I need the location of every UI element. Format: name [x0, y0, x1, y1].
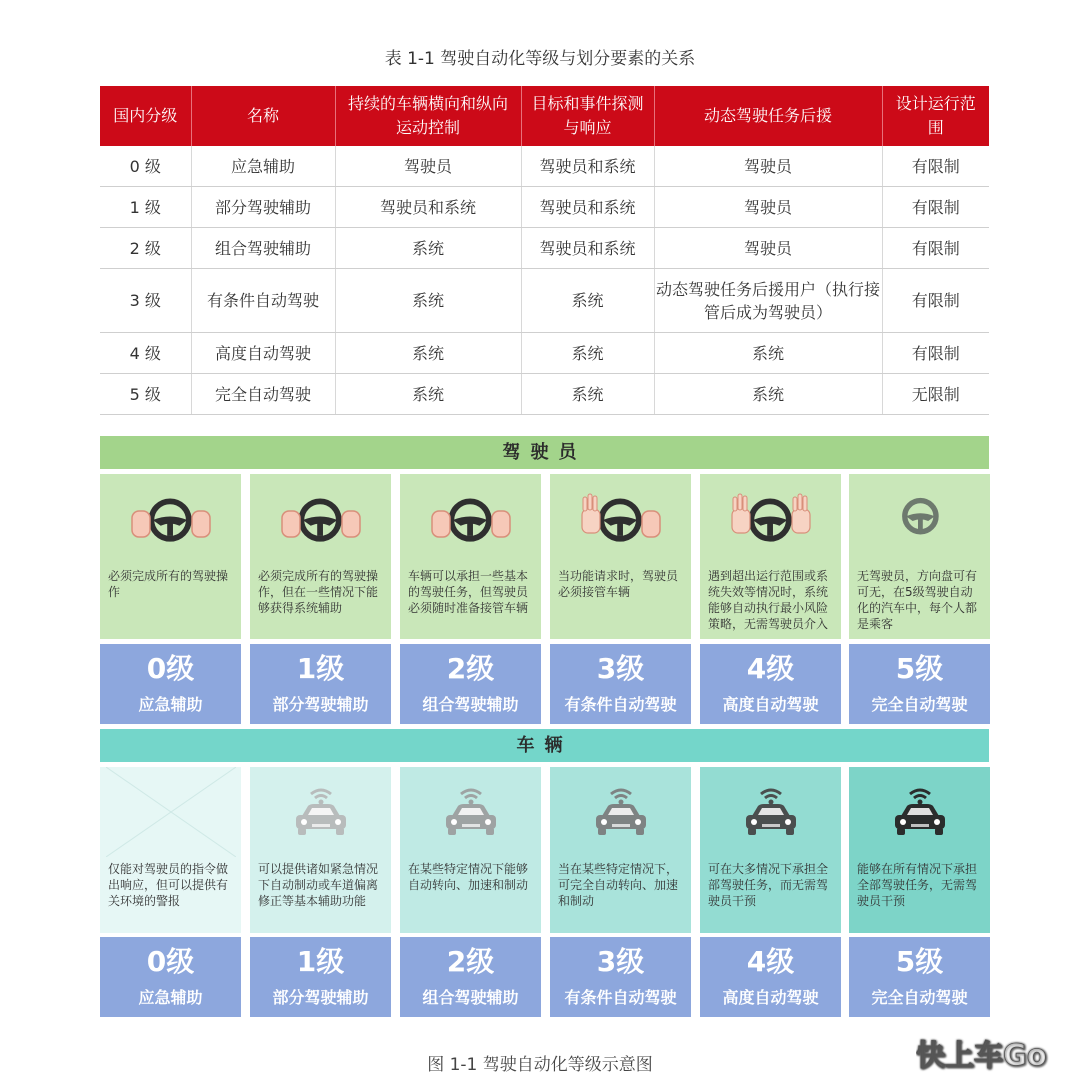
level-number: 1级 — [296, 652, 345, 685]
level-description: 当在某些特定情况下，可完全自动转向、加速和制动 — [558, 862, 679, 908]
connected-car-icon — [258, 767, 383, 857]
table-cell: 驾驶员和系统 — [335, 187, 521, 228]
level-name: 完全自动驾驶 — [871, 988, 968, 1007]
level-name: 组合驾驶辅助 — [422, 695, 519, 714]
table-cell: 系统 — [521, 269, 654, 333]
level-number: 5级 — [895, 945, 944, 978]
level-number: 0级 — [146, 945, 195, 978]
table-cell: 系统 — [654, 374, 882, 415]
level-description: 可以提供诸如紧急情况下自动制动或车道偏离修正等基本辅助功能 — [258, 862, 379, 908]
level-name: 应急辅助 — [138, 988, 203, 1007]
connected-car-icon — [857, 767, 982, 857]
level-description: 车辆可以承担一些基本的驾驶任务，但驾驶员必须随时准备接管车辆 — [408, 569, 529, 615]
level-name: 组合驾驶辅助 — [422, 988, 519, 1007]
level-number: 3级 — [596, 652, 645, 685]
level-description: 必须完成所有的驾驶操作 — [108, 569, 229, 599]
table-header-cell: 名称 — [191, 86, 335, 146]
table-cell: 驾驶员和系统 — [521, 228, 654, 269]
driver-level-cell — [400, 474, 541, 639]
level-badge — [700, 937, 841, 1017]
table-cell: 2 级 — [100, 228, 191, 269]
level-description: 必须完成所有的驾驶操作，但在一些情况下能够获得系统辅助 — [258, 569, 379, 615]
driver-level-cell — [700, 474, 841, 639]
level-description: 仅能对驾驶员的指令做出响应，但可以提供有关环境的警报 — [108, 862, 229, 908]
level-description: 能够在所有情况下承担全部驾驶任务，无需驾驶员干预 — [857, 862, 978, 908]
level-badge — [100, 937, 241, 1017]
table-cell: 组合驾驶辅助 — [191, 228, 335, 269]
table-cell: 5 级 — [100, 374, 191, 415]
table-cell: 系统 — [335, 374, 521, 415]
table-cell: 有限制 — [882, 146, 989, 187]
driver-level-cell — [849, 474, 990, 639]
table-cell: 高度自动驾驶 — [191, 333, 335, 374]
table-cell: 有条件自动驾驶 — [191, 269, 335, 333]
level-badge — [400, 937, 541, 1017]
table-row — [100, 333, 989, 374]
level-name: 高度自动驾驶 — [722, 695, 819, 714]
table-cell: 驾驶员 — [654, 228, 882, 269]
vehicle-level-cell — [849, 767, 990, 933]
table-row — [100, 374, 989, 415]
level-description: 在某些特定情况下能够自动转向、加速和制动 — [408, 862, 529, 892]
level-name: 完全自动驾驶 — [871, 695, 968, 714]
table-header-cell: 国内分级 — [100, 86, 191, 146]
table-header-cell: 持续的车辆横向和纵向运动控制 — [335, 86, 521, 146]
level-badge — [849, 937, 990, 1017]
level-number: 2级 — [446, 652, 495, 685]
table-cell: 驾驶员和系统 — [521, 146, 654, 187]
level-name: 应急辅助 — [138, 695, 203, 714]
vehicle-level-cell — [700, 767, 841, 933]
table-header-row — [100, 86, 989, 146]
steering-wheel-two-fists-icon — [258, 474, 383, 564]
level-number: 4级 — [746, 652, 795, 685]
table-cell: 无限制 — [882, 374, 989, 415]
table-cell: 系统 — [521, 374, 654, 415]
level-badge — [250, 644, 391, 724]
vehicle-band: 车辆 — [100, 729, 989, 762]
connected-car-icon — [408, 767, 533, 857]
steering-wheel-two-fists-icon — [108, 474, 233, 564]
connected-car-icon — [558, 767, 683, 857]
level-badge — [400, 644, 541, 724]
level-name: 高度自动驾驶 — [722, 988, 819, 1007]
table-row — [100, 146, 989, 187]
table-header-cell: 目标和事件探测与响应 — [521, 86, 654, 146]
level-name: 部分驾驶辅助 — [272, 695, 369, 714]
vehicle-level-cell — [400, 767, 541, 933]
level-description: 可在大多情况下承担全部驾驶任务，而无需驾驶员干预 — [708, 862, 829, 908]
level-number: 0级 — [146, 652, 195, 685]
figure-caption: 图 1-1 驾驶自动化等级示意图 — [427, 1055, 653, 1075]
level-number: 4级 — [746, 945, 795, 978]
level-badge — [550, 644, 691, 724]
svg-text:快上车Go: 快上车Go — [916, 1038, 1047, 1072]
table-row — [100, 269, 989, 333]
table-cell: 有限制 — [882, 187, 989, 228]
level-description: 当功能请求时，驾驶员必须接管车辆 — [558, 569, 679, 599]
level-name: 部分驾驶辅助 — [272, 988, 369, 1007]
steering-wheel-two-fists-icon — [408, 474, 533, 564]
table-header-cell: 设计运行范围 — [882, 86, 989, 146]
connected-car-icon — [708, 767, 833, 857]
table-cell: 有限制 — [882, 228, 989, 269]
table-cell: 驾驶员 — [654, 187, 882, 228]
level-number: 1级 — [296, 945, 345, 978]
level-badge — [849, 644, 990, 724]
crossed-placeholder-icon — [100, 767, 241, 857]
driver-level-cell — [550, 474, 691, 639]
table-header-cell: 动态驾驶任务后援 — [654, 86, 882, 146]
level-number: 5级 — [895, 652, 944, 685]
level-badge — [100, 644, 241, 724]
table-cell: 驾驶员和系统 — [521, 187, 654, 228]
level-table — [100, 86, 989, 415]
table-cell: 3 级 — [100, 269, 191, 333]
level-description: 遇到超出运行范围或系统失效等情况时，系统能够自动执行最小风险策略，无需驾驶员介入 — [708, 569, 829, 631]
table-cell: 部分驾驶辅助 — [191, 187, 335, 228]
level-name: 有条件自动驾驶 — [564, 695, 677, 714]
table-cell: 系统 — [335, 269, 521, 333]
driver-level-cell — [100, 474, 241, 639]
table-cell: 有限制 — [882, 333, 989, 374]
steering-wheel-icon — [857, 474, 982, 564]
table-cell: 应急辅助 — [191, 146, 335, 187]
table-row — [100, 187, 989, 228]
table-cell: 驾驶员 — [654, 146, 882, 187]
steering-wheel-open-hands-icon — [708, 474, 833, 564]
table-cell: 系统 — [654, 333, 882, 374]
table-cell: 4 级 — [100, 333, 191, 374]
level-badge — [700, 644, 841, 724]
table-row — [100, 228, 989, 269]
vehicle-level-cell — [250, 767, 391, 933]
table-cell: 完全自动驾驶 — [191, 374, 335, 415]
level-number: 3级 — [596, 945, 645, 978]
level-name: 有条件自动驾驶 — [564, 988, 677, 1007]
table-cell: 系统 — [335, 228, 521, 269]
level-description: 无驾驶员，方向盘可有可无，在5级驾驶自动化的汽车中，每个人都是乘客 — [857, 569, 978, 631]
driver-band: 驾驶员 — [100, 436, 989, 469]
vehicle-level-cell — [100, 767, 241, 933]
steering-wheel-hand-fist-icon — [558, 474, 683, 564]
level-badge — [550, 937, 691, 1017]
level-badge — [250, 937, 391, 1017]
table-cell: 1 级 — [100, 187, 191, 228]
level-number: 2级 — [446, 945, 495, 978]
watermark — [916, 1034, 1066, 1082]
table-title: 表 1-1 驾驶自动化等级与划分要素的关系 — [384, 49, 696, 69]
driver-level-cell — [250, 474, 391, 639]
table-cell: 驾驶员 — [335, 146, 521, 187]
table-cell: 0 级 — [100, 146, 191, 187]
table-cell: 有限制 — [882, 269, 989, 333]
table-cell: 动态驾驶任务后援用户（执行接管后成为驾驶员） — [654, 269, 882, 333]
table-cell: 系统 — [335, 333, 521, 374]
table-cell: 系统 — [521, 333, 654, 374]
watermark-logo — [916, 1034, 1066, 1074]
table-body — [100, 146, 989, 415]
vehicle-level-cell — [550, 767, 691, 933]
